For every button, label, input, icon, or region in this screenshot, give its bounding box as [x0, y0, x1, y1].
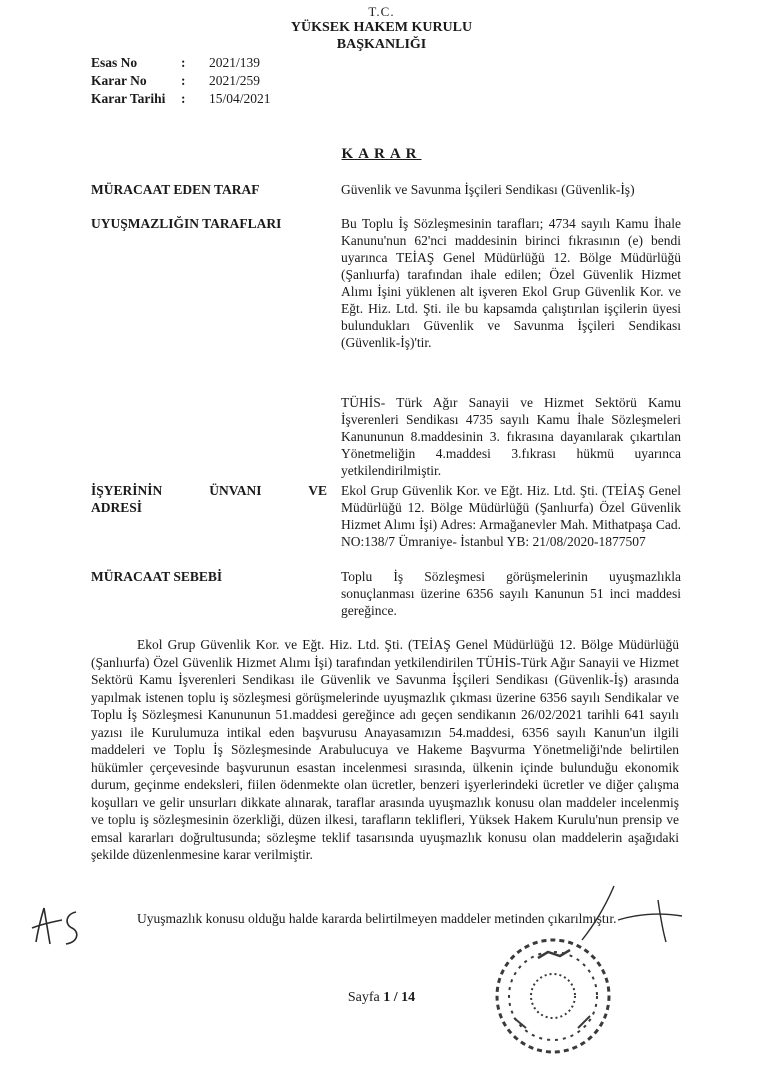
decision-title: KARAR — [341, 146, 422, 162]
esas-colon: : — [181, 55, 186, 70]
reason-label: MÜRACAAT SEBEBİ — [91, 569, 223, 584]
tarih-colon: : — [181, 91, 186, 106]
parties-value: Bu Toplu İş Sözleşmesinin tarafları; 4734 sayılı Kamu İhale Kanunu'nun 62'nci maddesinin birinci fıkrasının (e) bendi uyarınca TEİAŞ Genel Müdürlüğü 12. Bölge Müdürlüğü (Şanlıurfa) tarafından ihale edilen; Özel Güvenlik Hizmet Alımı İşini yüklenen alt işveren Ekol Grup Güvenlik Kor. ve Eğt. Hiz. Ltd. Şti. ile bu kapsamda çalıştırılan işçilerin üyesi bulundukları Güvenlik ve Savunma İşçileri Sendikası (Güvenlik-İş)'tir. — [341, 216, 681, 350]
applicant-label: MÜRACAAT EDEN TARAF — [91, 182, 260, 197]
header-tc: T.C. — [368, 4, 395, 19]
header-department: BAŞKANLIĞI — [336, 37, 427, 52]
esas-row — [91, 54, 271, 72]
karar-row — [91, 72, 271, 90]
page-number — [0, 990, 763, 1006]
parties-label: UYUŞMAZLIĞIN TARAFLARI — [91, 216, 282, 231]
workplace-label-line2: ADRESİ — [91, 500, 143, 515]
decision-paragraph: Ekol Grup Güvenlik Kor. ve Eğt. Hiz. Ltd. Şti. (TEİAŞ Genel Müdürlüğü 12. Bölge Müdürlüğü (Şanlıurfa) Özel Güvenlik Hizmet Alımı İşi) tarafından yetkilendirilen TÜHİS-Türk Ağır Sanayii ve Hizmet Sektörü Kamu İşverenleri Sendikası ile Güvenlik ve Savunma İşçileri Sendikası (Güvenlik-İş) arasında yapılmak istenen toplu iş sözleşmesi görüşmelerinde uyuşmazlık çıkması üzerine 6356 sayılı Sendikalar ve Toplu İş Sözleşmesi Kanununun 51.maddesi gereğince adı geçen sendikanın 26/02/2021 tarihli 641 sayılı yazısı ile Kurulumuza intikal eden başvurusu Anayasamızın 54.maddesi, 6356 sayılı Kanun'un ilgili maddeleri ve Toplu İş Sözleşmesinde Arabulucuya ve Hakeme Başvurma Yönetmeliği'nde belirtilen hükümler çerçevesinde başvurunun esastan incelenmesi sırasında, ülkenin içinde bulunduğu ekonomik durum, geçinme endeksleri, fiilen ödenmekte olan ücretler, benzeri işyerlerindeki ücretler ve diğer çalışma koşulları ve gelir unsurları dikkate alınarak, taraflar arasında uyuşmazlık konusu olan maddeler incelenmiş ve toplu iş sözleşmesinin özerkliği, düzen ilkesi, tarafların teklifleri, Yüksek Hakem Kurulu'nun prensip ve emsal kararları doğrultusunda; sözleşme teklif tasarısında uyuşmazlık konusu olan maddelerin aşağıdaki şekilde düzenlenmesine karar verilmiştir. — [91, 637, 679, 862]
esas-label: Esas No — [91, 55, 138, 70]
page-number-value: 1 / 14 — [383, 990, 416, 1005]
case-meta — [91, 54, 271, 108]
esas-value: 2021/139 — [209, 55, 261, 70]
workplace-label-line1: İŞYERİNİN ÜNVANI VE — [91, 483, 327, 498]
page-label: Sayfa — [347, 990, 384, 1005]
reason-value: Toplu İş Sözleşmesi görüşmelerinin uyuşmazlıkla sonuçlanması üzerine 6356 sayılı Kanunun 51 inci maddesi gereğince. — [341, 569, 681, 618]
workplace-value: Ekol Grup Güvenlik Kor. ve Eğt. Hiz. Ltd. Şti. (TEİAŞ Genel Müdürlüğü 12. Bölge Müdürlüğü (Şanlıurfa) Özel Güvenlik Hizmet Alımı İşi) Adres: Armağanevler Mah. Mithatpaşa Cad. NO:138/7 Ümraniye- İstanbul YB: 21/08/2020-1877507 — [341, 483, 681, 549]
tarih-row — [91, 90, 271, 108]
applicant-value: Güvenlik ve Savunma İşçileri Sendikası (Güvenlik-İş) — [341, 182, 635, 197]
initials-signature-icon — [28, 902, 88, 950]
karar-colon: : — [181, 73, 186, 88]
karar-value: 2021/259 — [209, 73, 261, 88]
omitted-articles-paragraph: Uyuşmazlık konusu olduğu halde kararda belirtilmeyen maddeler metinden çıkarılmıştır. — [137, 911, 617, 926]
tarih-label: Karar Tarihi — [91, 91, 166, 106]
header-institution: YÜKSEK HAKEM KURULU — [290, 20, 473, 35]
tarih-value: 15/04/2021 — [209, 91, 271, 106]
karar-label: Karar No — [91, 73, 147, 88]
parties-employer-value: TÜHİS- Türk Ağır Sanayii ve Hizmet Sektörü Kamu İşverenleri Sendikası 4735 sayılı Kamu İhale Sözleşmeleri Kanununun 8.maddesinin 3. fıkrasına dayanılarak çıkartılan Yönetmeliğin 4.maddesi 3.fıkrası hükmü uyarınca yetkilendirilmiştir. — [341, 395, 681, 478]
